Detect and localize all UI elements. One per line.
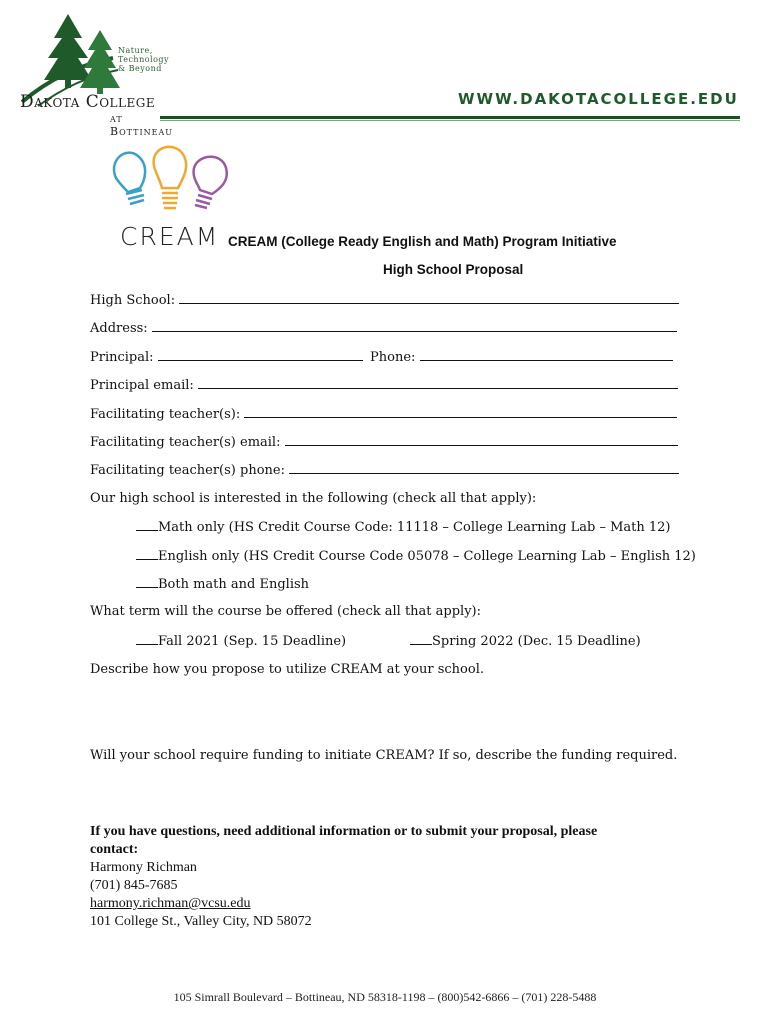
header-rule-light [160, 120, 740, 121]
tagline-line-2: Technology [118, 55, 170, 64]
principal-label: Principal: [90, 350, 154, 365]
form-title: CREAM (College Ready English and Math) Program Initiative [228, 234, 617, 249]
contact-email-link[interactable]: harmony.richman@vcsu.edu [90, 896, 251, 911]
form-subtitle: High School Proposal [383, 262, 524, 277]
describe-prompt: Describe how you propose to utilize CREAM at your school. [90, 662, 484, 677]
fac-email-label: Facilitating teacher(s) email: [90, 435, 281, 450]
contact-phone: (701) 845-7685 [90, 878, 178, 893]
contact-block [90, 823, 597, 931]
high-school-input-line[interactable] [179, 292, 679, 304]
option-both[interactable] [136, 576, 309, 592]
term-question: What term will the course be offered (check all that apply): [90, 604, 482, 619]
fac-teachers-label: Facilitating teacher(s): [90, 407, 241, 422]
phone-label: Phone: [370, 350, 416, 365]
logo-tagline [118, 46, 169, 73]
website-url[interactable]: WWW.DAKOTACOLLEGE.EDU [458, 90, 739, 108]
contact-heading-2: contact: [90, 842, 139, 857]
option-spring[interactable] [410, 633, 641, 649]
checkbox-blank[interactable] [136, 519, 158, 531]
address-field[interactable] [90, 320, 677, 336]
fac-teachers-input-line[interactable] [244, 406, 677, 418]
contact-heading: If you have questions, need additional information or to submit your proposal, please [90, 824, 598, 839]
address-label: Address: [90, 321, 148, 336]
option-fall[interactable] [136, 633, 346, 649]
logo-subname: at Bottineau [110, 112, 173, 138]
header-rule [160, 116, 740, 119]
option-label: Both math and English [158, 577, 310, 592]
principal-input-line[interactable] [158, 349, 363, 361]
fac-email-field[interactable] [90, 434, 678, 450]
principal-email-label: Principal email: [90, 378, 194, 393]
checkbox-blank[interactable] [136, 633, 158, 645]
high-school-field[interactable] [90, 292, 679, 308]
option-label: English only (HS Credit Course Code 05078 – College Learning Lab – English 12) [158, 549, 696, 564]
checkbox-blank[interactable] [410, 633, 432, 645]
option-english-only[interactable] [136, 548, 696, 564]
contact-name: Harmony Richman [90, 860, 197, 875]
principal-email-input-line[interactable] [198, 377, 678, 389]
option-label: Math only (HS Credit Course Code: 11118 – College Learning Lab – Math 12) [158, 520, 671, 535]
cream-logo [106, 138, 236, 253]
fac-phone-field[interactable] [90, 462, 679, 478]
phone-field[interactable] [370, 349, 673, 365]
interest-question: Our high school is interested in the following (check all that apply): [90, 491, 537, 506]
tagline-line-3: & Beyond [118, 64, 162, 73]
lightbulb-icon [106, 138, 236, 223]
option-math-only[interactable] [136, 519, 671, 535]
tagline-line-1: Nature, [118, 46, 153, 55]
fac-phone-input-line[interactable] [289, 462, 679, 474]
phone-input-line[interactable] [420, 349, 673, 361]
principal-field[interactable] [90, 349, 363, 365]
high-school-label: High School: [90, 293, 176, 308]
address-input-line[interactable] [152, 320, 677, 332]
cream-logo-text: CREAM [120, 222, 220, 251]
contact-address: 101 College St., Valley City, ND 58072 [90, 914, 312, 929]
checkbox-blank[interactable] [136, 548, 158, 560]
option-label: Fall 2021 (Sep. 15 Deadline) [158, 634, 347, 649]
checkbox-blank[interactable] [136, 576, 158, 588]
logo-name: Dakota College [20, 92, 156, 112]
fac-email-input-line[interactable] [285, 434, 678, 446]
fac-teachers-field[interactable] [90, 406, 677, 422]
college-logo [18, 10, 173, 138]
option-label: Spring 2022 (Dec. 15 Deadline) [432, 634, 641, 649]
principal-email-field[interactable] [90, 377, 678, 393]
funding-prompt: Will your school require funding to initiate CREAM? If so, describe the funding required. [90, 748, 678, 763]
footer-address: 105 Simrall Boulevard – Bottineau, ND 58318-1198 – (800)542-6866 – (701) 228-5488 [173, 990, 597, 1004]
fac-phone-label: Facilitating teacher(s) phone: [90, 463, 285, 478]
